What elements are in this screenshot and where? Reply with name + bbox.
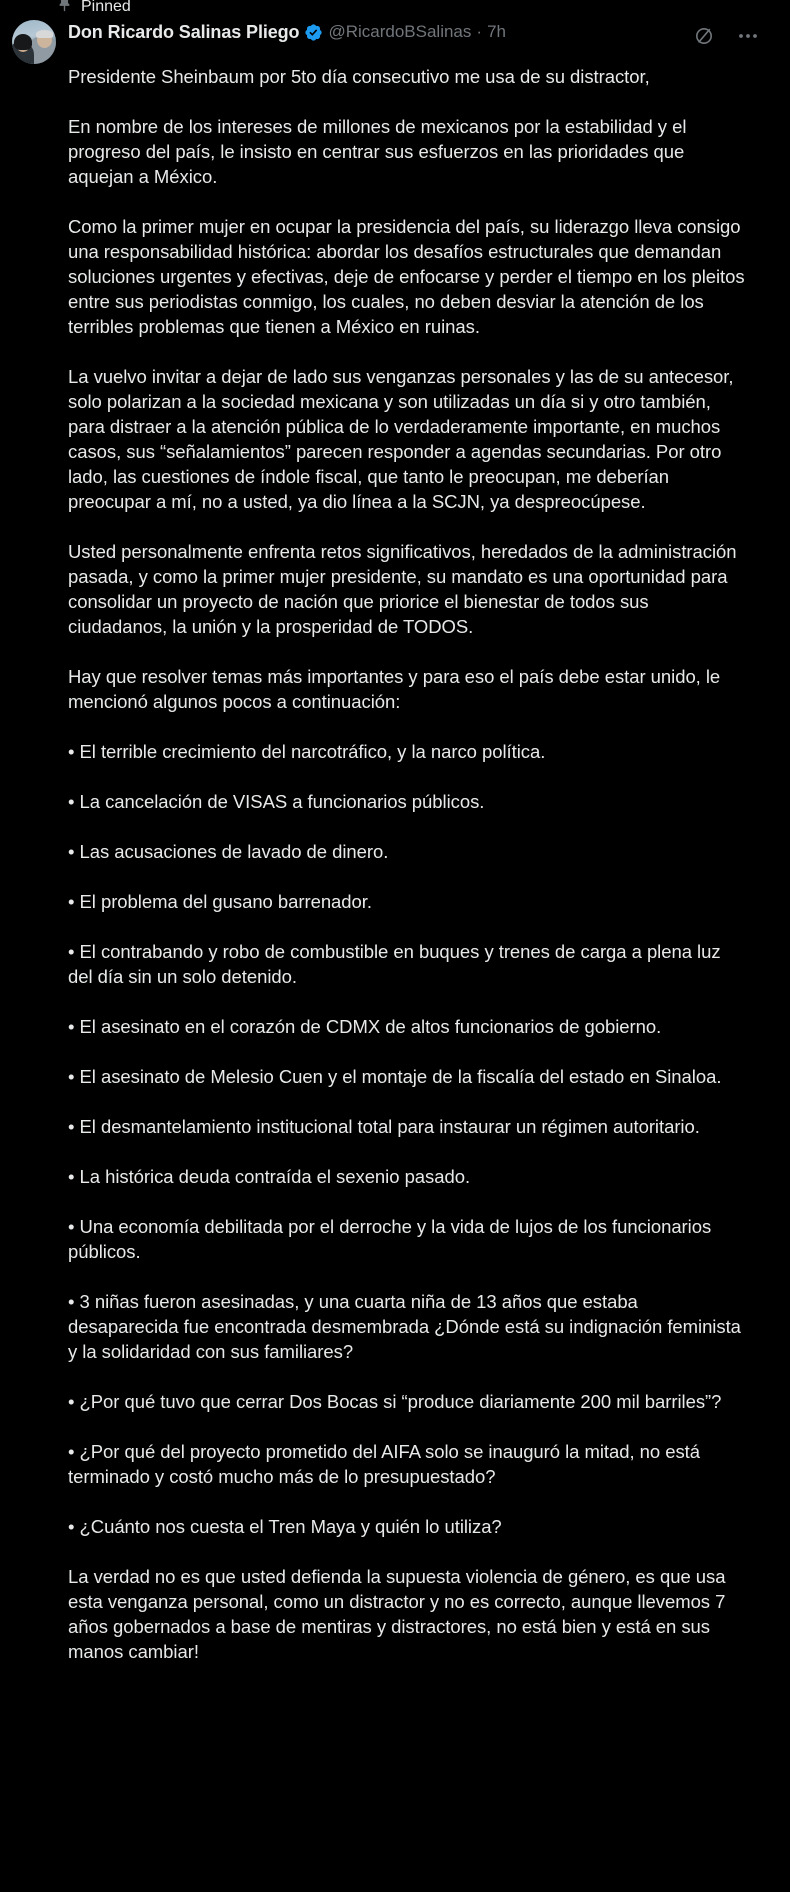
avatar[interactable] <box>12 20 56 64</box>
tweet-paragraph: La vuelvo invitar a dejar de lado sus venganzas personales y las de su antecesor, solo polarizan a la sociedad mexicana y son utilizadas un día si y otro también, para distraer a la atención pública de lo verdaderamente importante, en muchos casos, sus “señalamientos” parecen responder a agendas secundarias. Por otro lado, las cuestiones de índole fiscal, que tanto le preocupan, me deberían preocupar a mí, no a usted, ya dio línea a la SCJN, ya despreocúpese. <box>68 366 734 512</box>
avatar-column <box>12 20 56 64</box>
tweet-bullet: • El problema del gusano barrenador. <box>68 891 372 912</box>
author-block <box>68 20 774 64</box>
tweet-bullet: • ¿Por qué tuvo que cerrar Dos Bocas si “produce diariamente 200 mil barriles”? <box>68 1391 722 1412</box>
tweet-bullet: • ¿Cuánto nos cuesta el Tren Maya y quién lo utiliza? <box>68 1516 502 1537</box>
tweet-body <box>68 64 750 1664</box>
tweet-bullet: • El contrabando y robo de combustible en buques y trenes de carga a plena luz del día sin un solo detenido. <box>68 941 721 987</box>
tweet-paragraph: Presidente Sheinbaum por 5to día consecutivo me usa de su distractor, <box>68 66 650 87</box>
header-actions <box>692 24 760 48</box>
tweet-bullet: • El asesinato en el corazón de CDMX de altos funcionarios de gobierno. <box>68 1016 662 1037</box>
tweet-bullet: • ¿Por qué del proyecto prometido del AIFA solo se inauguró la mitad, no está terminado y costó mucho más de lo presupuestado? <box>68 1441 700 1487</box>
author-handle[interactable]: @RicardoBSalinas <box>328 22 472 41</box>
tweet-bullet: • Las acusaciones de lavado de dinero. <box>68 841 389 862</box>
tweet-paragraph: Hay que resolver temas más importantes y para eso el país debe estar unido, le mencionó algunos pocos a continuación: <box>68 666 721 712</box>
more-options-icon[interactable] <box>736 24 760 48</box>
grok-icon[interactable] <box>692 24 716 48</box>
verified-badge-icon <box>304 23 323 42</box>
author-display-name[interactable]: Don Ricardo Salinas Pliego <box>68 22 300 42</box>
pin-icon <box>56 0 73 13</box>
timestamp[interactable]: 7h <box>487 22 506 41</box>
author-line <box>68 20 774 44</box>
tweet-bullet: • La cancelación de VISAS a funcionarios públicos. <box>68 791 485 812</box>
tweet-bullet: • La histórica deuda contraída el sexenio pasado. <box>68 1166 471 1187</box>
tweet-paragraph: La verdad no es que usted defienda la supuesta violencia de género, es que usa esta venganza personal, como un distractor y no es correcto, aunque llevemos 7 años gobernados a base de mentiras y distractores, no está bien y está en sus manos cambiar! <box>68 1566 726 1662</box>
pinned-label: Pinned <box>81 0 131 14</box>
separator: · <box>476 22 483 41</box>
pinned-indicator <box>56 0 774 14</box>
tweet-bullet: • El desmantelamiento institucional total para instaurar un régimen autoritario. <box>68 1116 700 1137</box>
tweet-bullet: • Una economía debilitada por el derroche y la vida de lujos de los funcionarios públicos. <box>68 1216 712 1262</box>
tweet-header <box>0 14 774 64</box>
tweet-paragraph: Usted personalmente enfrenta retos significativos, heredados de la administración pasada, y como la primer mujer presidente, su mandato es una oportunidad para consolidar un proyecto de nación que priorice el bienestar de todos sus ciudadanos, la unión y la prosperidad de TODOS. <box>68 541 737 637</box>
tweet-paragraph: En nombre de los intereses de millones de mexicanos por la estabilidad y el progreso del país, le insisto en centrar sus esfuerzos en las prioridades que aquejan a México. <box>68 116 687 187</box>
tweet-bullet: • El asesinato de Melesio Cuen y el montaje de la fiscalía del estado en Sinaloa. <box>68 1066 722 1087</box>
tweet-bullet: • El terrible crecimiento del narcotráfico, y la narco política. <box>68 741 546 762</box>
tweet-bullet: • 3 niñas fueron asesinadas, y una cuarta niña de 13 años que estaba desaparecida fue encontrada desmembrada ¿Dónde está su indignación feminista y la solidaridad con sus familiares? <box>68 1291 741 1362</box>
tweet-paragraph: Como la primer mujer en ocupar la presidencia del país, su liderazgo lleva consigo una responsabilidad histórica: abordar los desafíos estructurales que demandan soluciones urgentes y efectivas, deje de enfocarse y perder el tiempo en los pleitos entre sus periodistas conmigo, los cuales, no deben desviar la atención de los terribles problemas que tienen a México en ruinas. <box>68 216 745 337</box>
